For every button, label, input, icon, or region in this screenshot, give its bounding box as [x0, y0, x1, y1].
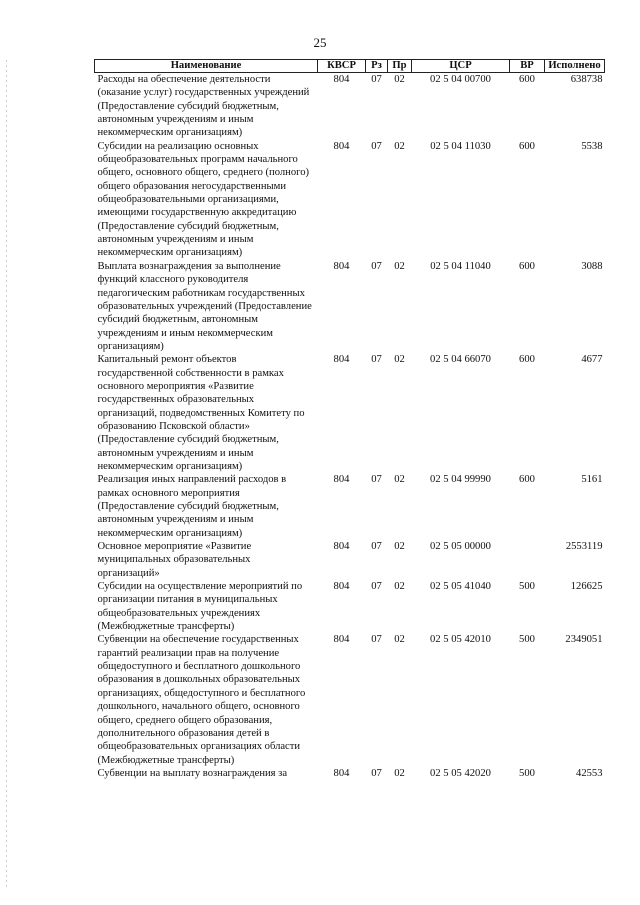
- row-kvsr: 804: [333, 634, 350, 646]
- row-vr: [510, 540, 545, 580]
- row-pr: 02: [394, 354, 405, 366]
- row-vr: 500: [519, 581, 535, 593]
- row-amount: 2553119: [565, 541, 603, 553]
- header-vr: ВР: [510, 60, 545, 73]
- row-kvsr: 804: [333, 767, 350, 779]
- row-pr: 02: [394, 260, 405, 272]
- row-pr: 02: [394, 634, 405, 646]
- row-csr: 02 5 05 41040: [430, 581, 491, 593]
- row-vr: 600: [519, 140, 535, 152]
- header-csr: ЦСР: [412, 60, 510, 73]
- budget-execution-table: [94, 59, 605, 780]
- row-vr: 600: [519, 474, 535, 486]
- row-amount: 3088: [581, 260, 603, 272]
- table-row: [95, 580, 605, 633]
- row-amount: 2349051: [565, 634, 603, 646]
- header-name: Наименование: [95, 60, 318, 73]
- table-header-row: [95, 60, 605, 73]
- header-pr: Пр: [388, 60, 412, 73]
- row-amount: 5161: [581, 474, 603, 486]
- row-name: Субсидии на осуществление мероприятий по организации питания в муниципальных общеобразовательных учреждениях (Межбюджетные трансферты): [97, 581, 303, 633]
- row-csr: 02 5 04 66070: [430, 354, 491, 366]
- header-rz: Рз: [366, 60, 388, 73]
- row-name: Реализация иных направлений расходов в рамках основного мероприятия (Предоставление субсидий бюджетным, автономным учреждениям и иным некоммерческим организациям): [97, 474, 287, 539]
- page-number: 25: [313, 35, 327, 50]
- row-csr: 02 5 04 11040: [430, 260, 491, 272]
- row-vr: 500: [519, 634, 535, 646]
- table-row: [95, 260, 605, 353]
- row-vr: 600: [519, 74, 535, 85]
- row-pr: 02: [394, 767, 405, 779]
- table-row: [95, 767, 605, 780]
- row-name: Субсидии на реализацию основных общеобразовательных программ начального общего, основного общего, среднего (полного) общего образования негосударственными общеобразовательными организациями, имеющими государственную аккредитацию (Предоставление субсидий бюджетным, автономным учреждениям и иным некоммерческим организациям): [97, 140, 310, 259]
- row-rz: 07: [371, 581, 382, 593]
- row-rz: 07: [371, 354, 382, 366]
- header-kvsr: КВСР: [318, 60, 366, 73]
- table-row: [95, 473, 605, 540]
- row-csr: 02 5 05 42020: [430, 767, 491, 779]
- row-csr: 02 5 05 00000: [430, 541, 491, 553]
- row-kvsr: 804: [333, 140, 350, 152]
- row-pr: 02: [394, 74, 405, 85]
- row-amount: 42553: [576, 767, 603, 779]
- row-pr: 02: [394, 140, 405, 152]
- row-kvsr: 804: [333, 581, 350, 593]
- row-name: Субвенции на обеспечение государственных гарантий реализации прав на получение общедоступного и бесплатного дошкольного образования в дошкольных образовательных организациях, общедоступного и бесплатного дошкольного, начального общего, основного общего, среднего общего образования, дополнительного образования детей в общеобразовательных организациях области (Межбюджетные трансферты): [97, 634, 306, 766]
- row-name: Расходы на обеспечение деятельности (оказание услуг) государственных учреждений (Предоставление субсидий бюджетным, автономным учреждениям и иным некоммерческим организациям): [97, 74, 310, 139]
- row-pr: 02: [394, 581, 405, 593]
- table-row: [95, 633, 605, 766]
- row-csr: 02 5 04 00700: [430, 74, 491, 85]
- row-rz: 07: [371, 767, 382, 779]
- header-amount: Исполнено: [545, 60, 605, 73]
- row-kvsr: 804: [333, 354, 350, 366]
- row-vr: 600: [519, 354, 535, 366]
- row-csr: 02 5 04 99990: [430, 474, 491, 486]
- row-pr: 02: [394, 474, 405, 486]
- row-amount: 5538: [581, 140, 603, 152]
- row-csr: 02 5 05 42010: [430, 634, 491, 646]
- row-name: Капитальный ремонт объектов государственной собственности в рамках основного мероприятия «Развитие государственных образовательных организаций, подведомственных Комитету по образованию Псковской области» (Предоставление субсидий бюджетным, автономным учреждениям и иным некоммерческим организациям): [97, 354, 305, 472]
- row-rz: 07: [371, 474, 382, 486]
- row-kvsr: 804: [333, 74, 350, 85]
- table-row: [95, 353, 605, 473]
- row-amount: 4677: [581, 354, 603, 366]
- row-rz: 07: [371, 74, 382, 85]
- row-kvsr: 804: [333, 260, 350, 272]
- row-rz: 07: [371, 634, 382, 646]
- row-amount: 638738: [570, 74, 603, 85]
- scan-edge-artifact: [6, 60, 7, 890]
- row-name: Субвенции на выплату вознаграждения за: [97, 767, 288, 779]
- row-kvsr: 804: [333, 541, 350, 553]
- row-vr: 500: [519, 767, 535, 779]
- table-row: [95, 73, 605, 140]
- row-csr: 02 5 04 11030: [430, 140, 491, 152]
- row-rz: 07: [371, 260, 382, 272]
- table-row: [95, 540, 605, 580]
- row-amount: 126625: [570, 581, 603, 593]
- row-vr: 600: [519, 260, 535, 272]
- row-rz: 07: [371, 541, 382, 553]
- row-kvsr: 804: [333, 474, 350, 486]
- row-name: Основное мероприятие «Развитие муниципальных образовательных организаций»: [97, 541, 252, 579]
- table-row: [95, 140, 605, 260]
- row-name: Выплата вознаграждения за выполнение функций классного руководителя педагогическим работникам государственных образовательных учреждений (Предоставление субсидий бюджетным, автономным учреждениям и иным некоммерческим организациям): [97, 260, 312, 352]
- row-rz: 07: [371, 140, 382, 152]
- row-pr: 02: [394, 541, 405, 553]
